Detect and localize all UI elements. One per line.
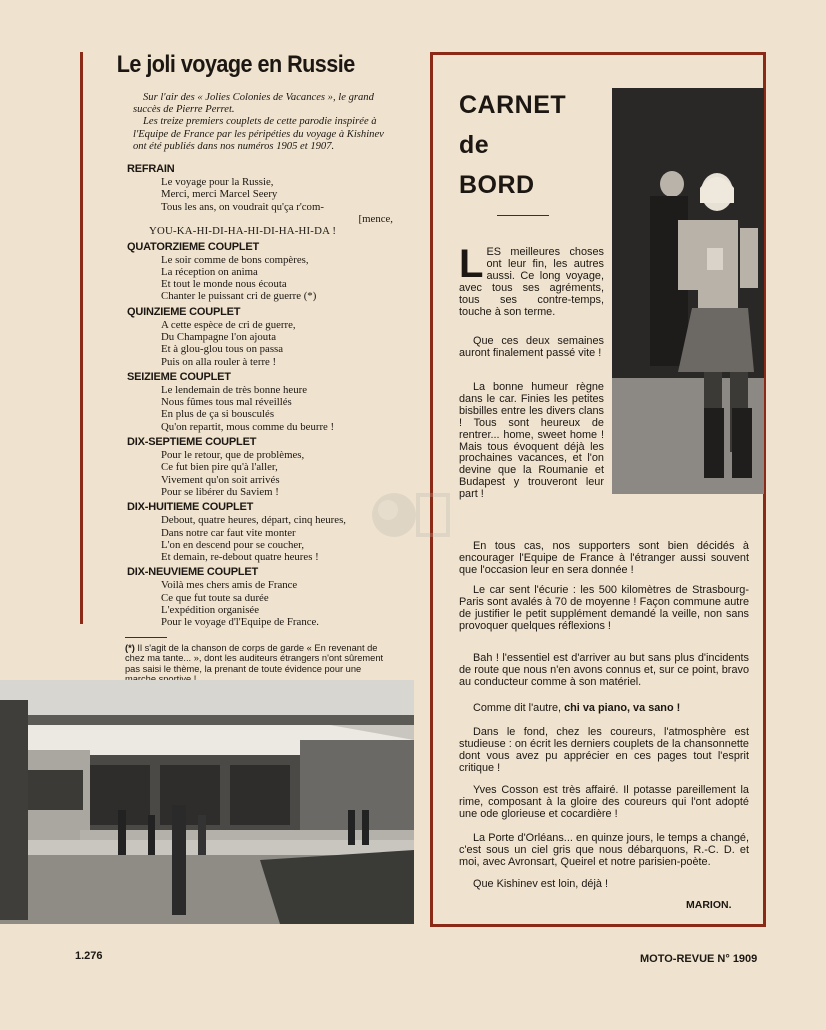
paragraph-3: La bonne humeur règne dans le car. Finies les petites bisbilles entre les divers clans ! Tous sont heureux de rentrer... home, sweet home ! Mais tous évoquent déjà les prochaines vacances, et l'on devine que la Roumanie et Budapest y trouveront leur part ! bbox=[459, 381, 604, 501]
verse-line: Puis on alla rouler à terre ! bbox=[161, 355, 277, 368]
paragraph-8: Dans le fond, chez les coureurs, l'atmosphère est studieuse : on écrit les derniers couplets de la chansonnette dont vous avez pu apprécier en ces pages tout l'esprit critique ! bbox=[459, 726, 749, 774]
verse-line: YOU-KA-HI-DI-HA-HI-DI-HA-HI-DA ! bbox=[149, 225, 337, 238]
verse-line: Debout, quatre heures, départ, cinq heures, bbox=[161, 514, 346, 527]
paragraph-11: Que Kishinev est loin, déjà ! bbox=[473, 878, 609, 890]
paragraph-9: Yves Cosson est très affairé. Il potasse pareillement la rime, composant à la gloire des coureurs qui l'ont adopté une ode glorieuse et cocardière ! bbox=[459, 784, 749, 820]
section-heading: REFRAIN bbox=[127, 163, 175, 176]
verse-line: A cette espèce de cri de guerre, bbox=[161, 318, 296, 331]
watermark-logo bbox=[366, 480, 456, 550]
verse-line: En plus de ça si bousculés bbox=[161, 408, 275, 421]
bus-station-photo bbox=[0, 680, 414, 924]
intro-line-1: Sur l'air des « Jolies Colonies de Vacances », le grand succès de Pierre Perret. bbox=[133, 92, 374, 116]
paragraph-1 bbox=[459, 242, 604, 318]
intro-line-2: Les treize premiers couplets de cette parodie inspirée à l'Equipe de France par les péripéties du voyage à Kishinev ont été publiés dans nos numéros 1905 et 1907. bbox=[133, 116, 384, 152]
verse-line: Vivement qu'on soit arrivés bbox=[161, 473, 280, 486]
verse-line: Le soir comme de bons compères, bbox=[161, 253, 309, 266]
verse-line: Merci, merci Marcel Seery bbox=[161, 188, 278, 201]
verse-line: Ce que fut toute sa durée bbox=[161, 591, 269, 604]
paragraph-6: Bah ! l'essentiel est d'arriver au but sans plus d'incidents de route que nous n'en avons connus et, sur ce point, bravo au conducteur comme à son matériel. bbox=[459, 652, 749, 688]
verse-line: Le lendemain de très bonne heure bbox=[161, 383, 307, 396]
verse-line: Ce fut bien pire qu'à l'aller, bbox=[161, 461, 278, 474]
couplet-19 bbox=[127, 566, 393, 628]
couplet-18 bbox=[127, 501, 393, 563]
section-heading: QUINZIEME COUPLET bbox=[127, 305, 241, 318]
paragraph-5: Le car sent l'écurie : les 500 kilomètres de Strasbourg-Paris sont avalés à 70 de moyenne ! Façon commune autre de justifier le petit supplément demandé la veille, non sans provoquer quelques réflexions ! bbox=[459, 584, 749, 632]
verse-line: Pour se libérer du Saviem ! bbox=[161, 485, 279, 498]
paragraph-4: En tous cas, nos supporters sont bien décidés à encourager l'Equipe de France à l'étranger aussi souvent que l'occasion leur en sera donnée ! bbox=[459, 540, 749, 576]
footnote bbox=[125, 643, 387, 685]
verse-line: L'expédition organisée bbox=[161, 604, 259, 617]
footnote-text: Il s'agit de la chanson de corps de garde « En revenant de chez ma tante... », dont les auditeurs étrangers n'ont sûrement pas saisi le thème, la prenant de toute évidence pour une bbox=[125, 642, 384, 674]
article-title: Le joli voyage en Russie bbox=[116, 51, 355, 78]
verse-line: Qu'on repartit, mous comme du beurre ! bbox=[161, 420, 335, 433]
section-heading: DIX-NEUVIEME COUPLET bbox=[127, 566, 259, 579]
song-lyrics bbox=[127, 163, 393, 629]
section-heading: SEIZIEME COUPLET bbox=[127, 370, 231, 383]
section-heading: QUATORZIEME COUPLET bbox=[127, 240, 260, 253]
carnet-title bbox=[459, 85, 566, 205]
verse-line: Le voyage pour la Russie, bbox=[161, 176, 274, 189]
paragraph-2: Que ces deux semaines auront finalement passé vite ! bbox=[459, 335, 604, 359]
title-line: CARNET bbox=[459, 91, 567, 119]
verse-line: Du Champagne l'on ajouta bbox=[161, 330, 276, 343]
verse-line: Voilà mes chers amis de France bbox=[161, 579, 298, 592]
verse-line: Nous fûmes tous mal réveillés bbox=[161, 396, 292, 409]
verse-line: Dans notre car faut vite monter bbox=[161, 526, 296, 539]
paragraph-7 bbox=[459, 703, 749, 715]
verse-line: [mence, bbox=[358, 212, 393, 225]
left-column-rule bbox=[80, 52, 83, 624]
title-line: de bbox=[459, 131, 490, 159]
page-number: 1.276 bbox=[75, 950, 103, 962]
title-rule bbox=[497, 215, 549, 216]
footnote-mark: (*) bbox=[125, 642, 135, 653]
magazine-issue: MOTO-REVUE N° 1909 bbox=[640, 953, 758, 965]
couplet-16 bbox=[127, 371, 393, 433]
carnet-de-bord-box bbox=[430, 52, 766, 927]
verse-line: Et demain, re-debout quatre heures ! bbox=[161, 551, 319, 564]
section-heading: DIX-HUITIEME COUPLET bbox=[127, 501, 254, 514]
verse-line: La réception on anima bbox=[161, 265, 258, 278]
paragraph-7-bold: chi va piano, va sano ! bbox=[564, 702, 681, 714]
paragraph-7-text: Comme dit l'autre, bbox=[473, 702, 565, 714]
refrain-section bbox=[127, 163, 393, 237]
verse-line: Pour le retour, que de problèmes, bbox=[161, 449, 305, 462]
drop-cap: L bbox=[459, 242, 484, 286]
verse-line: L'on en descend pour se coucher, bbox=[161, 538, 305, 551]
section-heading: DIX-SEPTIEME COUPLET bbox=[127, 436, 257, 449]
title-line: BORD bbox=[459, 171, 535, 199]
paragraph-10: La Porte d'Orléans... en quinze jours, le temps a changé, c'est sous un ciel gris que nous débarquons, R.-C. D. et moi, avec Avronsart, Queirel et notre parisien-poète. bbox=[459, 832, 749, 868]
verse-line: Tous les ans, on voudrait qu'ça r'com- bbox=[161, 200, 324, 213]
couplet-17 bbox=[127, 436, 393, 498]
verse-line: Et tout le monde nous écouta bbox=[161, 278, 287, 291]
couplet-14 bbox=[127, 241, 393, 303]
article-intro bbox=[133, 92, 385, 153]
verse-line: Et à glou-glou tous on passa bbox=[161, 343, 284, 356]
couplet-15 bbox=[127, 306, 393, 368]
author-signature: MARION. bbox=[686, 899, 732, 911]
verse-line: Pour le voyage d'l'Equipe de France. bbox=[161, 616, 319, 629]
girl-illustration bbox=[612, 88, 764, 494]
paragraph-1-text: ES meilleures choses ont leur fin, les autres aussi. Ce long voyage, avec tous ses agréments, tous ses contre-temps, touche à son terme. bbox=[459, 246, 604, 318]
song-article bbox=[97, 52, 393, 685]
girl-with-drink-photo bbox=[612, 88, 764, 494]
bus-station-illustration bbox=[0, 680, 414, 924]
verse-line: Chanter le puissant cri de guerre (*) bbox=[161, 290, 317, 303]
footnote-separator bbox=[125, 637, 167, 638]
